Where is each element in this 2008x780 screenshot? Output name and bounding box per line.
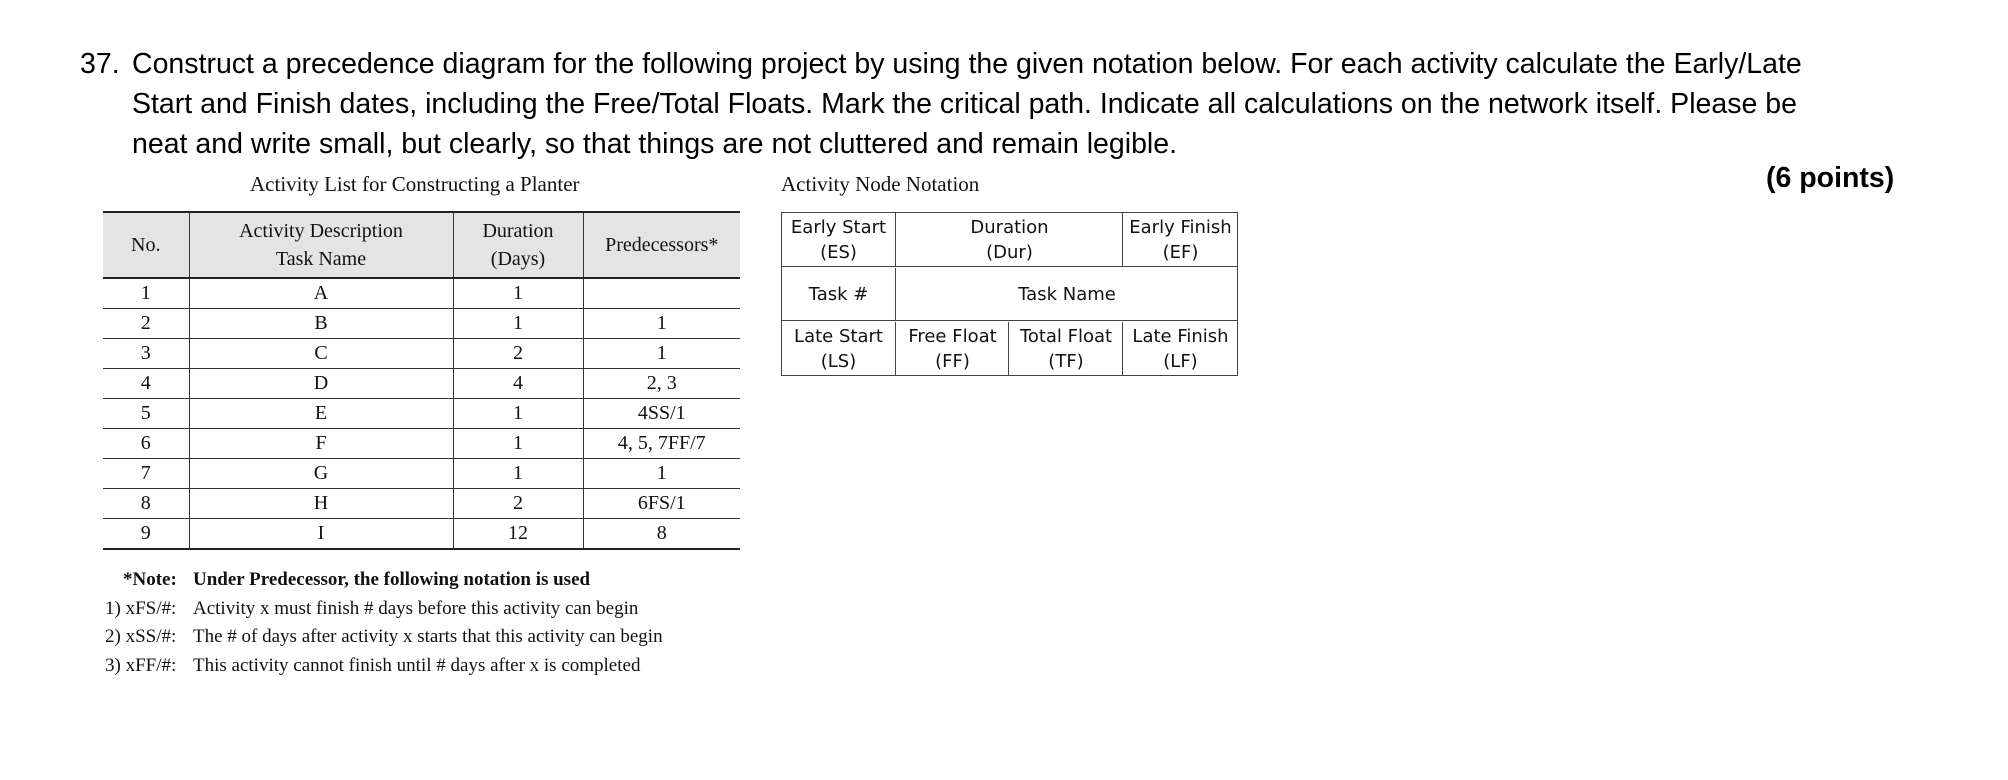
duration-label: Duration xyxy=(970,216,1049,238)
question-text xyxy=(134,44,1934,164)
header-description-line1: Activity Description xyxy=(239,220,403,242)
note-item xyxy=(105,595,663,624)
activity-predecessors: 4SS/1 xyxy=(583,399,740,429)
activity-duration: 4 xyxy=(453,369,583,399)
table-row xyxy=(103,519,740,550)
activity-duration: 1 xyxy=(453,429,583,459)
question-line-2: Start and Finish dates, including the Free/Total Floats. Mark the critical path. Indicate all calculations on the network itself. Please be xyxy=(132,88,1797,120)
activity-predecessors xyxy=(583,278,740,309)
node-row-early xyxy=(782,213,1237,267)
activity-task-name: C xyxy=(189,339,453,369)
late-start-abbr: (LS) xyxy=(820,350,857,372)
late-finish-abbr: (LF) xyxy=(1163,350,1198,372)
note-item-text: The # of days after activity x starts that this activity can begin xyxy=(193,626,663,647)
early-finish-abbr: (EF) xyxy=(1162,241,1199,263)
activity-list-caption: Activity List for Constructing a Planter xyxy=(250,172,580,196)
activity-number: 4 xyxy=(103,369,189,399)
activity-number: 8 xyxy=(103,489,189,519)
question-line-3: neat and write small, but clearly, so that things are not cluttered and remain legible. xyxy=(132,128,1178,160)
activity-predecessors: 1 xyxy=(583,309,740,339)
note-item-code: 2) xSS/#: xyxy=(105,626,177,647)
late-finish-label: Late Finish xyxy=(1132,325,1229,347)
activity-duration: 2 xyxy=(453,339,583,369)
activity-number: 9 xyxy=(103,519,189,550)
activity-task-name: G xyxy=(189,459,453,489)
task-number-label: Task # xyxy=(808,283,869,305)
activity-task-name: D xyxy=(189,369,453,399)
activity-task-name: I xyxy=(189,519,453,550)
table-row xyxy=(103,339,740,369)
activity-duration: 1 xyxy=(453,399,583,429)
activity-predecessors: 6FS/1 xyxy=(583,489,740,519)
note-header-code: *Note: xyxy=(123,569,177,590)
late-start-label: Late Start xyxy=(794,325,883,347)
free-float-label: Free Float xyxy=(908,325,997,347)
note-item-code: 3) xFF/#: xyxy=(105,654,177,676)
activity-number: 6 xyxy=(103,429,189,459)
early-finish-label: Early Finish xyxy=(1129,216,1232,238)
node-notation-box xyxy=(781,212,1238,376)
activity-number: 5 xyxy=(103,399,189,429)
activity-number: 2 xyxy=(103,309,189,339)
activity-task-name: E xyxy=(189,399,453,429)
header-description xyxy=(189,212,453,278)
early-start-abbr: (ES) xyxy=(820,241,857,263)
free-float-abbr: (FF) xyxy=(935,350,970,372)
header-no: No. xyxy=(103,212,189,278)
early-start-cell xyxy=(782,213,895,266)
table-row xyxy=(103,309,740,339)
header-description-line2: Task Name xyxy=(275,248,367,270)
activity-duration: 1 xyxy=(453,459,583,489)
predecessor-note xyxy=(105,566,663,680)
free-float-cell xyxy=(895,322,1009,375)
note-item-text: This activity cannot finish until # days after x is completed xyxy=(193,654,641,676)
note-item-text: Activity x must finish # days before this activity can begin xyxy=(193,597,639,619)
table-row xyxy=(103,489,740,519)
table-row xyxy=(103,369,740,399)
activity-predecessors: 8 xyxy=(583,519,740,550)
total-float-label: Total Float xyxy=(1019,325,1113,347)
activity-task-name: F xyxy=(189,429,453,459)
header-duration xyxy=(453,212,583,278)
note-item-code: 1) xFS/#: xyxy=(105,597,177,619)
table-row xyxy=(103,278,740,309)
activity-task-name: B xyxy=(189,309,453,339)
activity-task-name: H xyxy=(189,489,453,519)
task-name-cell xyxy=(895,268,1238,320)
late-finish-cell xyxy=(1122,322,1238,375)
activity-duration: 1 xyxy=(453,309,583,339)
table-row xyxy=(103,429,740,459)
header-predecessors: Predecessors* xyxy=(583,212,740,278)
note-item xyxy=(105,652,663,681)
task-number-cell xyxy=(782,268,895,320)
header-duration-line2: (Days) xyxy=(490,248,546,270)
note-header-text: Under Predecessor, the following notation is used xyxy=(193,569,591,590)
activity-task-name: A xyxy=(189,278,453,309)
activity-predecessors: 1 xyxy=(583,459,740,489)
activity-predecessors: 1 xyxy=(583,339,740,369)
duration-abbr: (Dur) xyxy=(986,241,1033,263)
task-name-label: Task Name xyxy=(1018,283,1116,305)
node-row-task xyxy=(782,268,1237,321)
question-line-1: Construct a precedence diagram for the following project by using the given notation below. For each activity calculate the Early/Late xyxy=(132,48,1802,80)
table-row xyxy=(103,399,740,429)
node-notation-caption: Activity Node Notation xyxy=(781,172,980,196)
activity-number: 3 xyxy=(103,339,189,369)
activity-duration: 12 xyxy=(453,519,583,550)
activity-predecessors: 4, 5, 7FF/7 xyxy=(583,429,740,459)
points-label: (6 points) xyxy=(1766,162,1895,194)
question-number: 37. xyxy=(80,48,120,80)
activity-duration: 2 xyxy=(453,489,583,519)
early-finish-cell xyxy=(1122,213,1238,266)
activity-table xyxy=(103,211,740,550)
activity-number: 1 xyxy=(103,278,189,309)
late-start-cell xyxy=(782,322,895,375)
total-float-abbr: (TF) xyxy=(1048,350,1084,372)
activity-duration: 1 xyxy=(453,278,583,309)
table-header-row xyxy=(103,212,740,278)
note-item xyxy=(105,623,663,652)
duration-cell xyxy=(895,213,1123,266)
table-row xyxy=(103,459,740,489)
node-row-late xyxy=(782,322,1237,375)
activity-predecessors: 2, 3 xyxy=(583,369,740,399)
header-duration-line1: Duration xyxy=(482,220,554,242)
activity-number: 7 xyxy=(103,459,189,489)
early-start-label: Early Start xyxy=(790,216,887,238)
activity-table-body xyxy=(103,278,740,549)
note-header xyxy=(105,566,663,595)
total-float-cell xyxy=(1008,322,1123,375)
